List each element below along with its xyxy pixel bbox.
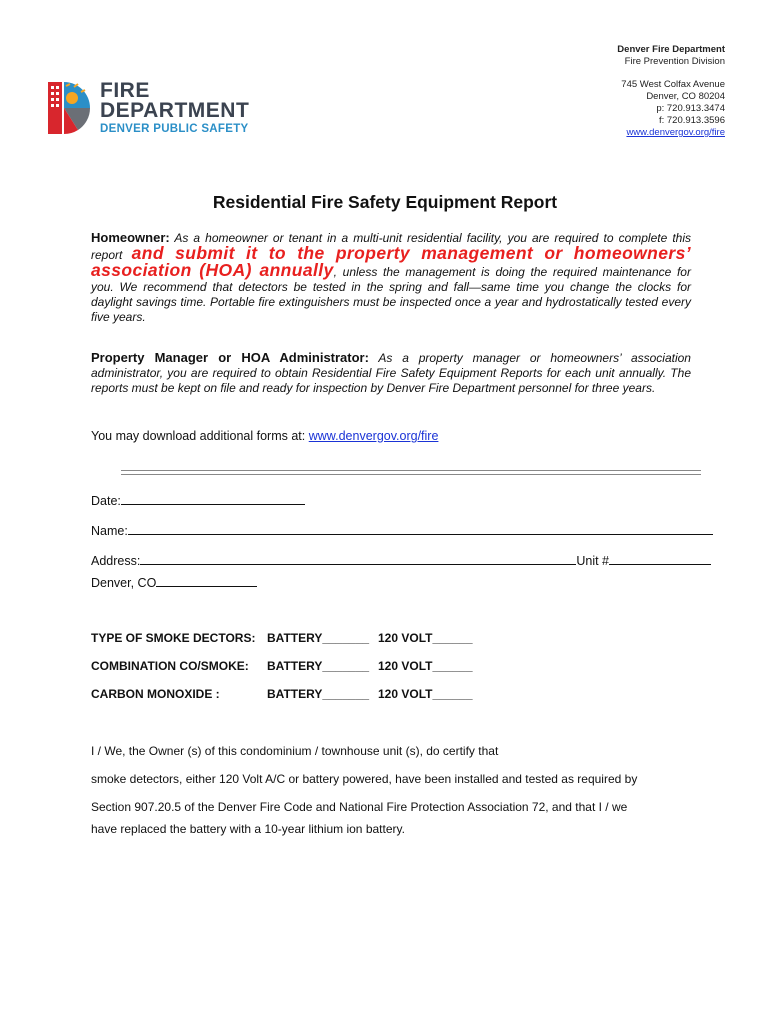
homeowner-emphasis: and submit it to the property management or homeowners’ association (HOA) annually [91, 243, 692, 280]
date-field-row [91, 492, 305, 508]
volt-blank[interactable]: 120 VOLT______ [378, 687, 473, 701]
page-title: Residential Fire Safety Equipment Report [212, 192, 558, 212]
name-input-line[interactable] [128, 522, 713, 535]
equipment-type-label: COMBINATION CO/SMOKE: [91, 659, 249, 673]
date-label: Date: [91, 494, 121, 508]
street-address: 745 West Colfax Avenue [621, 79, 725, 90]
date-input-line[interactable] [121, 492, 305, 505]
unit-label: Unit # [576, 554, 609, 568]
homeowner-paragraph [91, 230, 691, 325]
homeowner-text-b: , unless the management is doing the required maintenance for you. We recommend that detectors be tested in the spring and fall—same time you change the clocks for daylight savings time. Portable fire extinguishers must be inspected once a year and hydrostatically tested every five years. [91, 265, 691, 324]
address-label: Address: [91, 554, 141, 568]
download-forms-link[interactable]: www.denvergov.org/fire [308, 429, 439, 443]
equipment-type-label: TYPE OF SMOKE DECTORS: [91, 631, 256, 645]
homeowner-label: Homeowner: [91, 230, 170, 245]
logo-fire-text: FIRE [100, 79, 150, 102]
fax-number: f: 720.913.3596 [658, 115, 725, 126]
battery-blank[interactable]: BATTERY_______ [267, 687, 370, 701]
battery-blank[interactable]: BATTERY_______ [267, 659, 370, 673]
logo-department-text: DEPARTMENT [100, 99, 250, 122]
fire-department-emblem-icon [44, 78, 94, 136]
phone-number: p: 720.913.3474 [656, 103, 725, 114]
homeowner-text-a: As a homeowner or tenant in a multi-unit residential facility, you are required to complete this report [91, 231, 691, 262]
city-label: Denver, CO [91, 576, 157, 590]
fire-department-logo [44, 78, 259, 140]
address-input-line[interactable] [140, 552, 576, 565]
name-label: Name: [91, 524, 128, 538]
certification-line: I / We, the Owner (s) of this condominium / townhouse unit (s), do certify that [91, 744, 499, 758]
division-name: Fire Prevention Division [624, 56, 725, 67]
name-field-row [91, 522, 713, 538]
department-name: Denver Fire Department [617, 44, 725, 55]
equipment-type-label: CARBON MONOXIDE : [91, 687, 220, 701]
certification-line: Section 907.20.5 of the Denver Fire Code and National Fire Protection Association 72, and that I / we [91, 800, 628, 814]
logo-public-safety-text: DENVER PUBLIC SAFETY [100, 123, 249, 135]
city-field-row [91, 574, 257, 590]
address-field-row [91, 552, 711, 568]
combination-co-smoke-row [91, 659, 491, 675]
header-website-link[interactable]: www.denvergov.org/fire [626, 127, 725, 138]
carbon-monoxide-row [91, 687, 491, 703]
download-text: You may download additional forms at: [91, 429, 309, 443]
certification-line: smoke detectors, either 120 Volt A/C or battery powered, have been installed and tested as required by [91, 772, 638, 786]
department-address-block [617, 44, 725, 139]
volt-blank[interactable]: 120 VOLT______ [378, 631, 473, 645]
property-manager-text: As a property manager or homeowners’ association administrator, you are required to obtain Residential Fire Safety Equipment Reports for each unit annually. The reports must be kept on file and ready for inspection by Denver Fire Department personnel for three years. [91, 351, 691, 395]
volt-blank[interactable]: 120 VOLT______ [378, 659, 473, 673]
property-manager-paragraph [91, 350, 691, 396]
double-rule-divider [121, 470, 701, 475]
unit-input-line[interactable] [609, 552, 711, 565]
property-manager-label: Property Manager or HOA Administrator: [91, 350, 369, 365]
battery-blank[interactable]: BATTERY_______ [267, 631, 370, 645]
certification-line: have replaced the battery with a 10-year lithium ion battery. [91, 822, 405, 836]
city-input-line[interactable] [156, 574, 257, 587]
smoke-detector-row [91, 631, 491, 647]
city-state-zip: Denver, CO 80204 [646, 91, 725, 102]
download-forms-line [91, 429, 438, 443]
